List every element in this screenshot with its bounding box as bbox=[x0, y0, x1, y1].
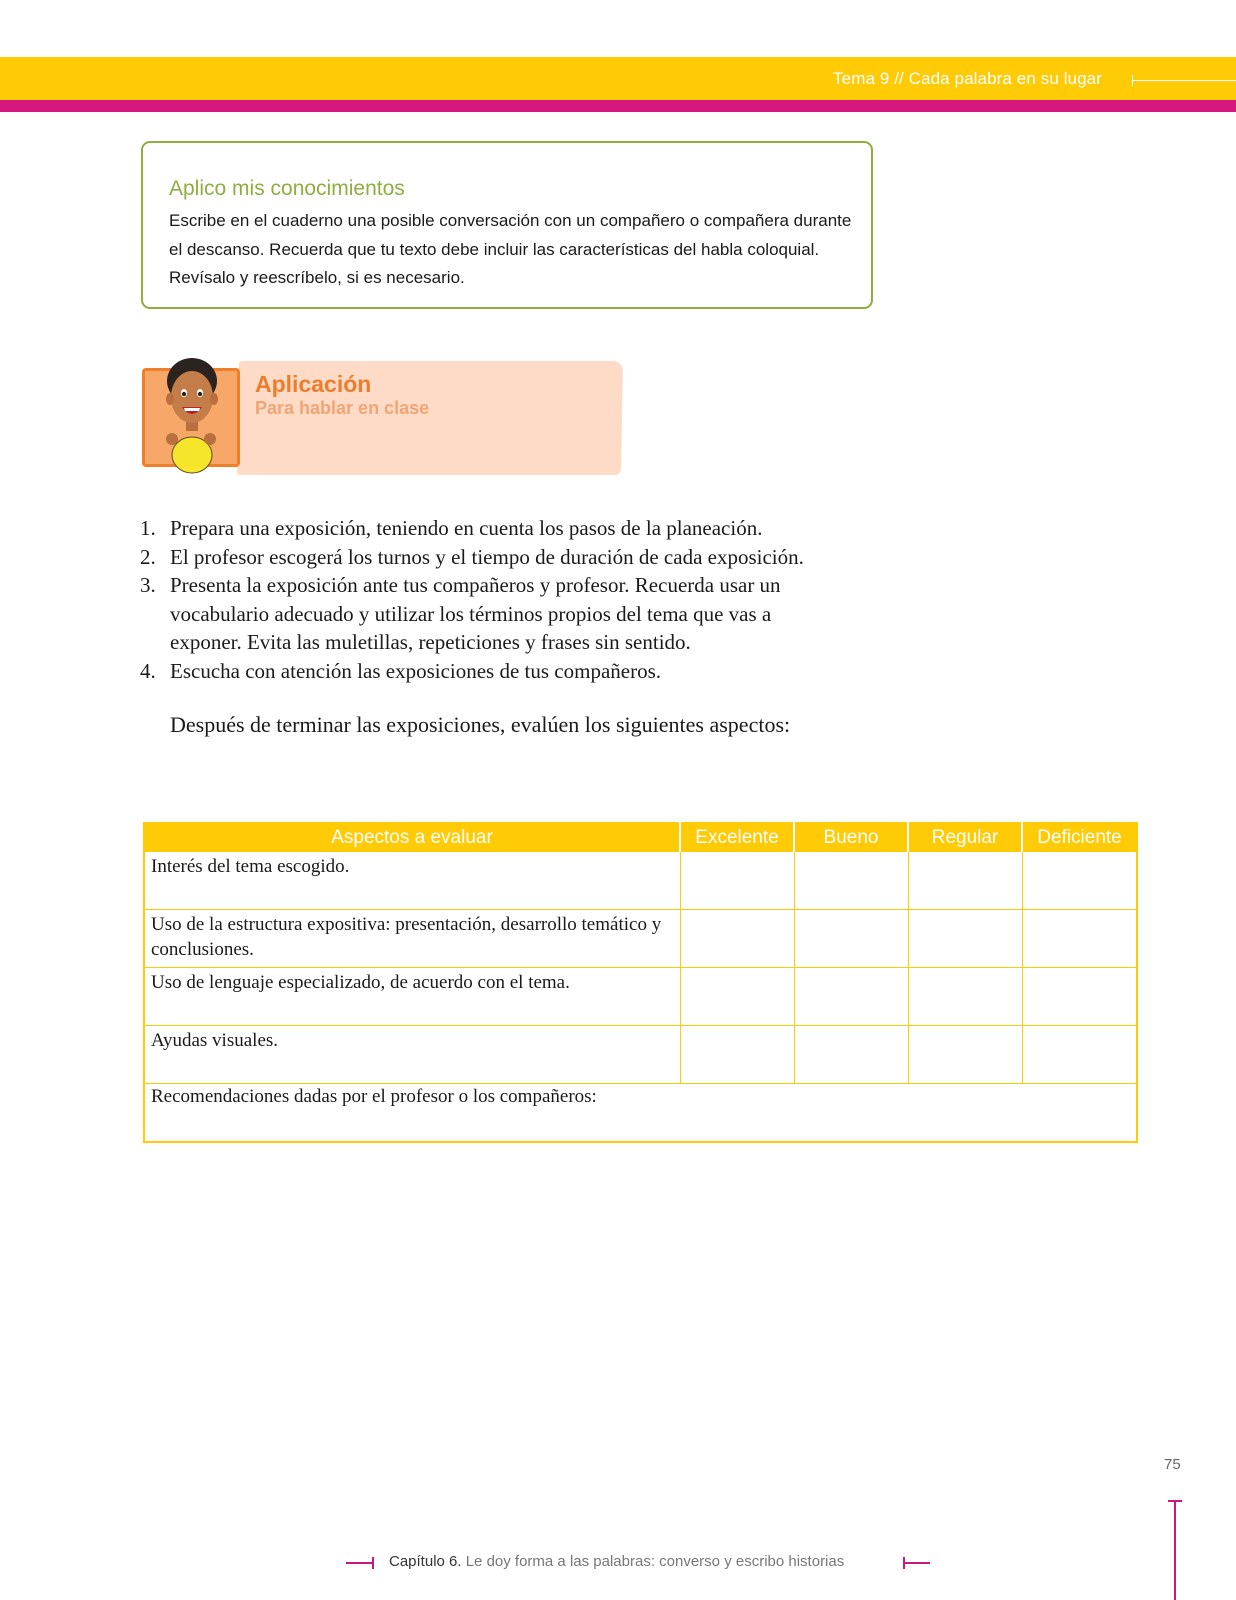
rating-cell-deficiente[interactable] bbox=[1022, 910, 1137, 968]
rating-cell-bueno[interactable] bbox=[794, 852, 908, 910]
list-item-text: Escucha con atención las exposiciones de tus compañeros. bbox=[170, 658, 662, 683]
list-item-number: 1. bbox=[140, 516, 156, 540]
instructions-list bbox=[140, 514, 920, 685]
header-accent-stripe bbox=[0, 100, 1236, 112]
list-item bbox=[140, 514, 920, 543]
table-row bbox=[144, 1026, 1137, 1084]
list-item bbox=[140, 657, 920, 686]
evaluation-table bbox=[143, 822, 1138, 1143]
topic-title: Tema 9 // Cada palabra en su lugar bbox=[833, 69, 1102, 88]
banner-title: Aplicación bbox=[255, 371, 372, 397]
rating-cell-bueno[interactable] bbox=[794, 910, 908, 968]
student-avatar-illustration bbox=[142, 355, 240, 479]
list-item-number: 2. bbox=[140, 544, 156, 569]
rating-cell-excelente[interactable] bbox=[680, 910, 794, 968]
list-item bbox=[140, 571, 920, 657]
list-item-text: vocabulario adecuado y utilizar los términos propios del tema que vas a bbox=[170, 601, 772, 626]
list-item-text: Presenta la exposición ante tus compañeros y profesor. Recuerda usar un bbox=[170, 573, 781, 597]
rating-cell-regular[interactable] bbox=[908, 852, 1022, 910]
aplico-line: Revísalo y reescríbelo, si es necesario. bbox=[169, 268, 465, 287]
aplico-body bbox=[169, 207, 859, 293]
aspect-cell: Interés del tema escogido. bbox=[144, 852, 680, 910]
chapter-footer bbox=[389, 1553, 844, 1570]
aplico-line: Escribe en el cuaderno una posible conversación con un compañero o compañera durante bbox=[169, 211, 852, 230]
rating-cell-regular[interactable] bbox=[908, 1026, 1022, 1084]
rating-cell-regular[interactable] bbox=[908, 910, 1022, 968]
table-row bbox=[144, 910, 1137, 968]
aplico-title: Aplico mis conocimientos bbox=[169, 177, 405, 200]
rating-cell-regular[interactable] bbox=[908, 968, 1022, 1026]
table-row-recommendations bbox=[144, 1084, 1137, 1143]
header-rule bbox=[1132, 80, 1236, 81]
footer-rule-left bbox=[346, 1562, 373, 1564]
footer-rule-right bbox=[903, 1562, 930, 1564]
rating-cell-deficiente[interactable] bbox=[1022, 852, 1137, 910]
rating-cell-deficiente[interactable] bbox=[1022, 968, 1137, 1026]
aplico-line: el descanso. Recuerda que tu texto debe incluir las características del habla coloquial. bbox=[169, 239, 820, 259]
column-header-aspects: Aspectos a evaluar bbox=[144, 823, 680, 852]
rating-cell-deficiente[interactable] bbox=[1022, 1026, 1137, 1084]
page-number: 75 bbox=[1164, 1456, 1181, 1473]
aspect-cell: Ayudas visuales. bbox=[144, 1026, 680, 1084]
footer-rule-left-tick bbox=[372, 1557, 374, 1569]
list-item-number: 3. bbox=[140, 573, 156, 597]
list-item-text: Prepara una exposición, teniendo en cuenta los pasos de la planeación. bbox=[170, 516, 763, 540]
list-item-text: El profesor escogerá los turnos y el tiempo de duración de cada exposición. bbox=[170, 544, 804, 569]
rating-cell-excelente[interactable] bbox=[680, 852, 794, 910]
rating-cell-excelente[interactable] bbox=[680, 1026, 794, 1084]
chapter-label: Capítulo 6. bbox=[389, 1553, 462, 1570]
rating-cell-bueno[interactable] bbox=[794, 968, 908, 1026]
list-item bbox=[140, 543, 920, 572]
column-header-regular: Regular bbox=[908, 823, 1022, 852]
side-rule bbox=[1174, 1500, 1176, 1600]
table-row bbox=[144, 852, 1137, 910]
aspect-cell: Uso de lenguaje especializado, de acuerdo con el tema. bbox=[144, 968, 680, 1026]
column-header-bueno: Bueno bbox=[794, 823, 908, 852]
list-item-number: 4. bbox=[140, 658, 156, 683]
evaluation-intro: Después de terminar las exposiciones, evalúen los siguientes aspectos: bbox=[170, 712, 791, 737]
aspect-cell: Uso de la estructura expositiva: presentación, desarrollo temático y conclusiones. bbox=[144, 910, 680, 968]
rating-cell-excelente[interactable] bbox=[680, 968, 794, 1026]
banner-subtitle: Para hablar en clase bbox=[255, 398, 430, 418]
column-header-deficiente: Deficiente bbox=[1022, 823, 1137, 852]
table-row bbox=[144, 968, 1137, 1026]
column-header-excelente: Excelente bbox=[680, 823, 794, 852]
table-header-row bbox=[144, 823, 1137, 852]
list-item-text: exponer. Evita las muletillas, repeticiones y frases sin sentido. bbox=[170, 630, 691, 654]
rating-cell-bueno[interactable] bbox=[794, 1026, 908, 1084]
recommendations-cell[interactable]: Recomendaciones dadas por el profesor o los compañeros: bbox=[144, 1084, 1137, 1143]
chapter-title: Le doy forma a las palabras: converso y escribo historias bbox=[465, 1553, 845, 1570]
